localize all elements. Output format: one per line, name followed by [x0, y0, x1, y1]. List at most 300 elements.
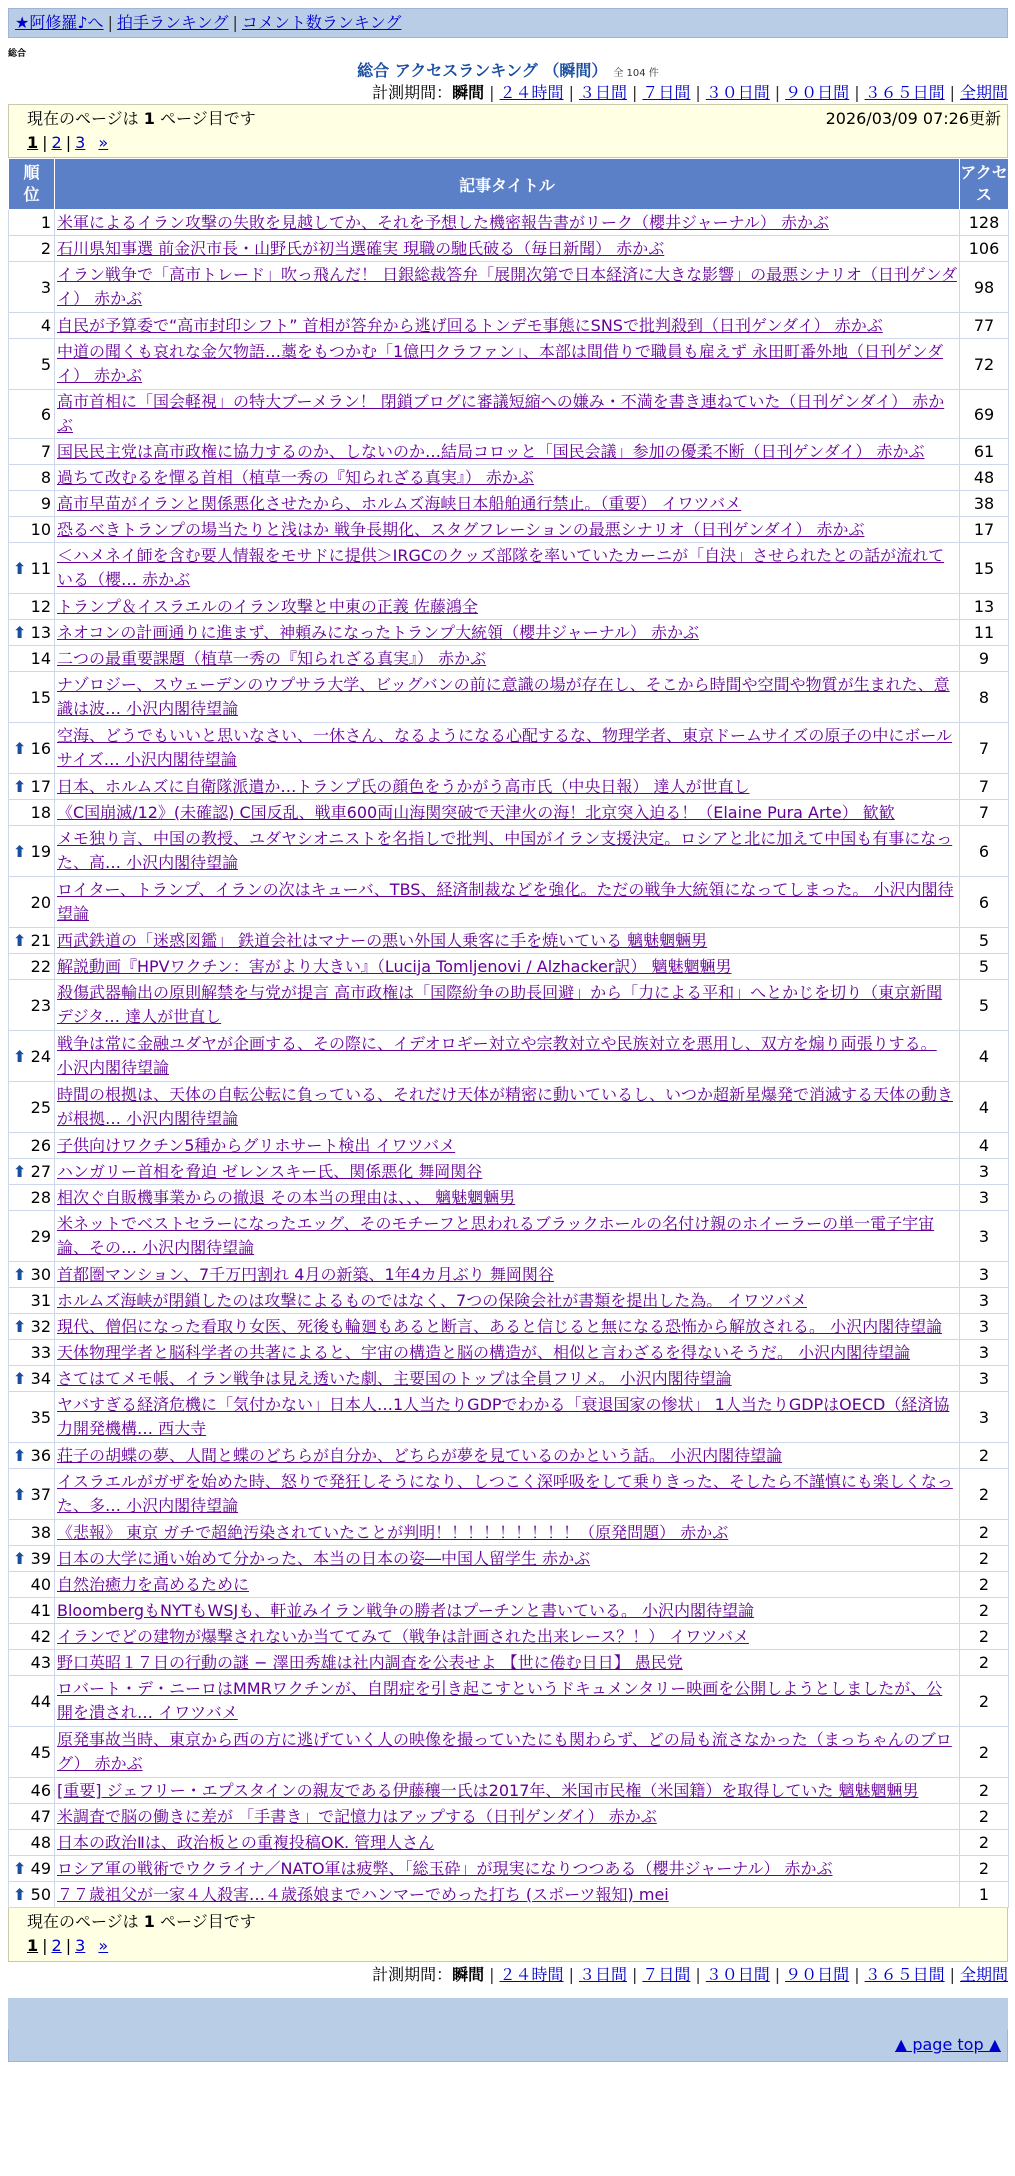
rank-number: 14	[30, 649, 51, 668]
rank-number: 34	[30, 1369, 51, 1388]
ranking-title-text: 総合 アクセスランキング （瞬間）	[357, 61, 608, 80]
pagination-page-link[interactable]: 3	[75, 133, 86, 152]
article-title-link[interactable]: 原発事故当時、東京から西の方に逃げていく人の映像を撮っていたにも関わらず、どの局も流さなかった（まっちゃんのブログ） 赤かぶ	[57, 1730, 952, 1773]
pagination-page-link[interactable]: 2	[51, 133, 62, 152]
access-count: 3	[960, 1314, 1009, 1340]
current-page-number: 1	[143, 1912, 155, 1931]
rank-number: 2	[40, 239, 51, 258]
access-count: 9	[960, 646, 1009, 672]
rank-number: 15	[30, 687, 51, 707]
rank-up-arrow-icon: ⬆	[13, 841, 27, 861]
rank-up-arrow-icon: ⬆	[13, 1162, 27, 1181]
article-title-link[interactable]: 日本の政治Ⅱは、政治板との重複投稿OK. 管理人さん	[57, 1832, 435, 1852]
article-title-link[interactable]: 《C国崩滅/12》(未確認) C国反乱、戦車600両山海関突破で天津火の海！北京突入迫る！（Elaine Pura Arte） 歓歓	[57, 802, 895, 822]
title-cell	[55, 723, 960, 774]
access-count: 7	[960, 723, 1009, 774]
rank-up-arrow-icon: ⬆	[13, 777, 27, 796]
title-cell	[55, 1546, 960, 1572]
table-row	[9, 646, 1009, 672]
article-title-link[interactable]: 高市首相に「国会軽視」の特大ブーメラン！ 閉鎖ブログに審議短縮への嫌み・不満を書き連ねていた（日刊ゲンダイ） 赤かぶ	[57, 392, 945, 435]
period-separator: |	[949, 83, 955, 102]
rank-cell	[9, 1624, 55, 1650]
rank-number: 18	[30, 803, 51, 822]
title-cell	[55, 1520, 960, 1546]
rank-up-arrow-icon: ⬆	[13, 1369, 27, 1388]
article-title-link[interactable]: 殺傷武器輸出の原則解禁を与党が提言 高市政権は「国際紛争の助長回避」から「力による平和」へとかじを切り（東京新聞デジタ… 達人が世直し	[57, 983, 943, 1026]
period-separator: |	[695, 83, 701, 102]
access-count: 72	[960, 339, 1009, 390]
article-title-link[interactable]: 子供向けワクチン5種からグリホサート検出 イワツバメ	[57, 1135, 456, 1155]
rank-number: 27	[30, 1162, 51, 1181]
current-page-prefix: 現在のページは	[27, 109, 139, 128]
article-title-link[interactable]: 首都圏マンション、7千万円割れ 4月の新築、1年4カ月ぶり 舞岡関谷	[57, 1264, 554, 1284]
article-title-link[interactable]: 解説動画『HPVワクチン：害がより大きい』（Lucija Tomljenovi / Alzhacker訳） 魑魅魍魎男	[57, 956, 732, 976]
title-cell	[55, 1133, 960, 1159]
category-label: 総合	[8, 49, 27, 59]
footer-band	[8, 1998, 1008, 2030]
title-cell	[55, 1624, 960, 1650]
rank-cell	[9, 877, 55, 928]
title-cell	[55, 928, 960, 954]
rank-cell	[9, 1443, 55, 1469]
title-cell	[55, 236, 960, 262]
pagination-top	[27, 131, 1001, 155]
rank-cell	[9, 646, 55, 672]
article-title-link[interactable]: 時間の根拠は、天体の自転公転に負っている、それだけ天体が精密に動いているし、いつか超新星爆発で消滅する天体の動きが根拠… 小沢内閣待望論	[57, 1085, 954, 1128]
rank-up-arrow-icon: ⬆	[13, 1549, 27, 1568]
pagination-page-link[interactable]: 1	[27, 1936, 39, 1955]
period-separator: |	[695, 1965, 701, 1984]
rank-cell	[9, 1288, 55, 1314]
article-title-link[interactable]: 国民民主党は高市政権に協力するのか、しないのか…結局コロッと「国民会議」参加の優柔不断（日刊ゲンダイ） 赤かぶ	[57, 441, 925, 461]
article-title-link[interactable]: 米軍によるイラン攻撃の失敗を見越してか、それを予想した機密報告書がリーク（櫻井ジャーナル） 赤かぶ	[57, 212, 829, 232]
rank-cell	[9, 1676, 55, 1727]
period-link[interactable]: ７日間	[642, 1965, 691, 1984]
access-count: 3	[960, 1211, 1009, 1262]
table-row	[9, 339, 1009, 390]
article-title-link[interactable]: 《悲報》 東京 ガチで超絶汚染されていたことが判明！！！！！！！！！（原発問題） 赤かぶ	[57, 1522, 729, 1542]
rank-number: 16	[30, 738, 51, 758]
access-count: 2	[960, 1830, 1009, 1856]
title-cell	[55, 1469, 960, 1520]
rank-cell	[9, 1133, 55, 1159]
article-title-link[interactable]: 天体物理学者と脳科学者の共著によると、宇宙の構造と脳の構造が、相似と言わざるを得ないそうだ。 小沢内閣待望論	[57, 1342, 911, 1362]
title-cell	[55, 1650, 960, 1676]
rank-number: 9	[40, 494, 51, 513]
table-row	[9, 1133, 1009, 1159]
table-row	[9, 313, 1009, 339]
title-cell	[55, 826, 960, 877]
nav-link-comment-ranking[interactable]: コメント数ランキング	[241, 13, 402, 32]
nav-link-asyura[interactable]: ★阿修羅♪へ	[15, 13, 104, 32]
rank-cell	[9, 774, 55, 800]
article-title-link[interactable]: イラン戦争で「高市トレード」吹っ飛んだ！ 日銀総裁答弁「展開次第で日本経済に大きな影響」の最悪シナリオ（日刊ゲンダイ） 赤かぶ	[57, 265, 957, 308]
table-row	[9, 1288, 1009, 1314]
rank-cell	[9, 1804, 55, 1830]
access-count: 106	[960, 236, 1009, 262]
article-title-link[interactable]: ロイター、トランプ、イランの次はキューバ、TBS、経済制裁などを強化。ただの戦争大統領になってしまった。 小沢内閣待望論	[57, 880, 954, 923]
access-count: 3	[960, 1159, 1009, 1185]
access-count: 128	[960, 210, 1009, 236]
title-cell	[55, 1262, 960, 1288]
nav-link-clap-ranking[interactable]: 拍手ランキング	[116, 13, 229, 32]
header-access: アクセス	[960, 159, 1009, 210]
title-cell	[55, 262, 960, 313]
table-row	[9, 594, 1009, 620]
title-cell	[55, 390, 960, 439]
rank-number: 45	[30, 1742, 51, 1762]
table-row	[9, 491, 1009, 517]
rank-up-arrow-icon: ⬆	[13, 1885, 27, 1904]
title-cell	[55, 1676, 960, 1727]
rank-number: 19	[30, 841, 51, 861]
article-title-link[interactable]: ロバート・デ・ニーロはMMRワクチンが、自閉症を引き起こすというドキュメンタリー映画を公開しようとしましたが、公開を潰され… イワツバメ	[57, 1679, 943, 1722]
rank-up-arrow-icon: ⬆	[13, 1046, 27, 1066]
title-cell	[55, 1598, 960, 1624]
title-cell	[55, 1443, 960, 1469]
article-title-link[interactable]: 中道の聞くも哀れな金欠物語…藁をもつかむ「1億円クラファン」、本部は間借りで職員も雇えず 永田町番外地（日刊ゲンダイ） 赤かぶ	[57, 342, 943, 385]
title-cell	[55, 1211, 960, 1262]
rank-cell	[9, 236, 55, 262]
rank-number: 42	[30, 1627, 51, 1646]
article-title-link[interactable]: ７７歳祖父が一家４人殺害…４歳孫娘までハンマーでめった打ち (スポーツ報知) mei	[57, 1884, 669, 1904]
title-cell	[55, 980, 960, 1031]
access-count: 48	[960, 465, 1009, 491]
period-link[interactable]: 全期間	[959, 83, 1008, 102]
rank-cell	[9, 439, 55, 465]
rank-number: 35	[30, 1407, 51, 1427]
table-row	[9, 1159, 1009, 1185]
period-separator: |	[631, 83, 638, 102]
access-count: 4	[960, 1031, 1009, 1082]
period-link[interactable]: ３０日間	[705, 1965, 770, 1984]
rank-number: 50	[30, 1885, 51, 1904]
title-cell	[55, 1830, 960, 1856]
access-count: 69	[960, 390, 1009, 439]
article-title-link[interactable]: [重要] ジェフリー・エプスタインの親友である伊藤穰一氏は2017年、米国市民権（米国籍）を取得していた 魑魅魍魎男	[57, 1780, 919, 1800]
article-title-link[interactable]: 二つの最重要課題（植草一秀の『知られざる真実』） 赤かぶ	[57, 648, 487, 668]
title-cell	[55, 1392, 960, 1443]
access-count: 2	[960, 1676, 1009, 1727]
rank-up-arrow-icon: ⬆	[13, 1859, 27, 1878]
period-link[interactable]: ２４時間	[499, 1965, 564, 1984]
table-row	[9, 980, 1009, 1031]
article-title-link[interactable]: 過ちて改むるを憚る首相（植草一秀の『知られざる真実』） 赤かぶ	[57, 467, 534, 487]
table-row	[9, 1778, 1009, 1804]
title-cell	[55, 210, 960, 236]
rank-cell	[9, 491, 55, 517]
article-title-link[interactable]: 米調査で脳の働きに差が 「手書き」で記憶力はアップする（日刊ゲンダイ） 赤かぶ	[57, 1806, 657, 1826]
title-cell	[55, 1804, 960, 1830]
article-title-link[interactable]: メモ独り言、中国の教授、ユダヤシオニストを名指しで批判、中国がイラン支援決定。ロシアと北に加えて中国も有事になった、高… 小沢内閣待望論	[57, 829, 953, 872]
table-row	[9, 1572, 1009, 1598]
period-separator: |	[854, 83, 860, 102]
article-title-link[interactable]: 自然治癒力を高めるために	[57, 1574, 250, 1594]
access-count: 1	[960, 1882, 1009, 1908]
article-title-link[interactable]: 戦争は常に金融ユダヤが企画する、その際に、イデオロギー対立や宗教対立や民族対立を悪用し、双方を煽り両張りする。 小沢内閣待望論	[57, 1034, 937, 1077]
rank-cell	[9, 1031, 55, 1082]
period-link[interactable]: ３日間	[578, 1965, 627, 1984]
article-title-link[interactable]: ヤバすぎる経済危機に「気付かない」日本人…1人当たりGDPでわかる「衰退国家の惨状」 1人当たりGDPはOECD（経済協力開発機構… 西大寺	[57, 1395, 950, 1438]
title-cell	[55, 517, 960, 543]
table-row	[9, 210, 1009, 236]
rank-cell	[9, 1469, 55, 1520]
access-count: 7	[960, 774, 1009, 800]
pagination-page-link[interactable]: 2	[51, 1936, 62, 1955]
period-link[interactable]: ３６５日間	[864, 1965, 945, 1984]
article-title-link[interactable]: 日本の大学に通い始めて分かった、本当の日本の姿―中国人留学生 赤かぶ	[57, 1548, 591, 1568]
page-info-box-top	[8, 104, 1008, 158]
rank-cell	[9, 465, 55, 491]
rank-number: 12	[30, 597, 51, 616]
period-separator: |	[854, 1965, 860, 1984]
table-row	[9, 826, 1009, 877]
title-cell	[55, 543, 960, 594]
rank-cell	[9, 1262, 55, 1288]
article-title-link[interactable]: ネオコンの計画通りに進まず、神頼みになったトランプ大統領（櫻井ジャーナル） 赤かぶ	[57, 622, 700, 642]
rank-number: 7	[40, 442, 51, 461]
period-link[interactable]: ７日間	[642, 83, 691, 102]
table-row	[9, 390, 1009, 439]
rank-number: 21	[30, 931, 51, 950]
access-count: 5	[960, 980, 1009, 1031]
article-title-link[interactable]: 米ネットでベストセラーになったエッグ、そのモチーフと思われるブラックホールの名付け親のホイーラーの単一電子宇宙論、その… 小沢内閣待望論	[57, 1214, 935, 1257]
table-row	[9, 517, 1009, 543]
access-count: 6	[960, 877, 1009, 928]
article-title-link[interactable]: 相次ぐ自販機事業からの撤退 その本当の理由は、、、 魑魅魍魎男	[57, 1187, 516, 1207]
table-row	[9, 1624, 1009, 1650]
table-row	[9, 723, 1009, 774]
pagination-next-link[interactable]: »	[98, 1936, 109, 1955]
table-row	[9, 1882, 1009, 1908]
article-title-link[interactable]: 自民が予算委で“高市封印シフト” 首相が答弁から逃げ回るトンデモ事態にSNSで批判殺到（日刊ゲンダイ） 赤かぶ	[57, 315, 883, 335]
period-link[interactable]: ３０日間	[705, 83, 770, 102]
table-row	[9, 262, 1009, 313]
rank-number: 38	[30, 1523, 51, 1542]
article-title-link[interactable]: 現代、僧侶になった看取り女医、死後も輪廻もあると断言、あると信じると無になる恐怖から解放される。 小沢内閣待望論	[57, 1316, 943, 1336]
table-row	[9, 1727, 1009, 1778]
rank-cell	[9, 1546, 55, 1572]
title-cell	[55, 1340, 960, 1366]
rank-cell	[9, 594, 55, 620]
table-row	[9, 1830, 1009, 1856]
rank-number: 32	[30, 1317, 51, 1336]
access-count: 98	[960, 262, 1009, 313]
ranking-count: 全 104 件	[613, 68, 659, 79]
article-title-link[interactable]: 日本、ホルムズに自衛隊派遣か…トランプ氏の顔色をうかがう高市氏（中央日報） 達人が世直し	[57, 776, 750, 796]
rank-number: 28	[30, 1188, 51, 1207]
period-link[interactable]: ３日間	[578, 83, 627, 102]
title-cell	[55, 1366, 960, 1392]
rank-up-arrow-icon: ⬆	[13, 1265, 27, 1284]
article-title-link[interactable]: BloombergもNYTもWSJも、軒並みイラン戦争の勝者はプーチンと書いている。 小沢内閣待望論	[57, 1600, 755, 1620]
article-title-link[interactable]: 空海、どうでもいいと思いなさい、一休さん、なるようになる心配するな、物理学者、東京ドームサイズの原子の中にボールサイズ… 小沢内閣待望論	[57, 726, 953, 769]
article-title-link[interactable]: ナゾロジー、スウェーデンのウプサラ大学、ビッグバンの前に意識の場が存在し、そこから時間や空間や物質が生まれた、意識は波… 小沢内閣待望論	[57, 675, 950, 718]
table-row	[9, 1598, 1009, 1624]
footer-bar	[8, 2030, 1008, 2062]
title-cell	[55, 672, 960, 723]
rank-number: 48	[30, 1833, 51, 1852]
pagination-separator: |	[42, 1936, 48, 1955]
access-count: 3	[960, 1366, 1009, 1392]
table-row	[9, 1804, 1009, 1830]
period-separator: |	[568, 83, 574, 102]
table-row	[9, 1443, 1009, 1469]
pagination-separator	[89, 1936, 94, 1955]
period-prefix: 計測期間：	[372, 1965, 453, 1984]
access-count: 2	[960, 1598, 1009, 1624]
title-cell	[55, 339, 960, 390]
rank-cell	[9, 1572, 55, 1598]
rank-number: 1	[40, 213, 51, 232]
article-title-link[interactable]: トランプ＆イスラエルのイラン攻撃と中東の正義 佐藤鴻全	[57, 596, 478, 616]
table-row	[9, 774, 1009, 800]
rank-up-arrow-icon: ⬆	[13, 931, 27, 950]
rank-cell	[9, 672, 55, 723]
rank-number: 10	[30, 520, 51, 539]
nav-separator: |	[107, 13, 113, 32]
title-cell	[55, 465, 960, 491]
table-row	[9, 543, 1009, 594]
access-count: 6	[960, 826, 1009, 877]
article-title-link[interactable]: 野口英昭１７日の行動の謎 − 澤田秀雄は社内調査を公表せよ 【世に倦む日日】 愚民党	[57, 1652, 683, 1672]
rank-up-arrow-icon: ⬆	[13, 1446, 27, 1465]
rank-number: 47	[30, 1807, 51, 1826]
title-cell	[55, 646, 960, 672]
access-count: 2	[960, 1572, 1009, 1598]
table-row	[9, 1676, 1009, 1727]
access-count: 3	[960, 1340, 1009, 1366]
rank-number: 6	[40, 404, 51, 424]
pagination-bottom	[27, 1934, 1001, 1958]
title-cell	[55, 877, 960, 928]
pagination-page-link[interactable]: 3	[75, 1936, 86, 1955]
table-row	[9, 672, 1009, 723]
period-separator: |	[489, 1965, 495, 1984]
article-title-link[interactable]: イスラエルがガザを始めた時、怒りで発狂しそうになり、しつこく深呼吸をして乗りきった、そしたら不謹慎にも楽しくなった、多… 小沢内閣待望論	[57, 1472, 953, 1515]
header-title: 記事タイトル	[55, 159, 960, 210]
rank-number: 8	[40, 468, 51, 487]
access-count: 4	[960, 1082, 1009, 1133]
rank-cell	[9, 210, 55, 236]
table-row	[9, 1211, 1009, 1262]
access-count: 11	[960, 620, 1009, 646]
period-prefix: 計測期間：	[372, 83, 453, 102]
period-link[interactable]: ９０日間	[785, 83, 850, 102]
rank-number: 36	[30, 1446, 51, 1465]
rank-number: 43	[30, 1653, 51, 1672]
period-separator: |	[631, 1965, 638, 1984]
title-cell	[55, 1185, 960, 1211]
access-count: 2	[960, 1469, 1009, 1520]
rank-number: 29	[30, 1226, 51, 1246]
period-link[interactable]: 全期間	[959, 1965, 1008, 1984]
access-count: 2	[960, 1856, 1009, 1882]
page-info-box-bottom	[8, 1908, 1008, 1962]
table-row	[9, 1469, 1009, 1520]
table-row	[9, 800, 1009, 826]
period-current: 瞬間	[452, 83, 485, 102]
pagination-next-link[interactable]: »	[98, 133, 109, 152]
pagination-page-link[interactable]: 1	[27, 133, 39, 152]
period-link[interactable]: ３６５日間	[864, 83, 945, 102]
current-page-suffix: ページ目です	[160, 109, 256, 128]
table-row	[9, 1314, 1009, 1340]
rank-cell	[9, 1830, 55, 1856]
rank-number: 3	[40, 277, 51, 297]
article-title-link[interactable]: 恐るべきトランプの場当たりと浅はか 戦争長期化、スタグフレーションの最悪シナリオ（日刊ゲンダイ） 赤かぶ	[57, 519, 865, 539]
rank-number: 4	[40, 316, 51, 335]
access-count: 3	[960, 1392, 1009, 1443]
access-count: 3	[960, 1262, 1009, 1288]
table-row	[9, 1392, 1009, 1443]
article-title-link[interactable]: 荘子の胡蝶の夢、人間と蝶のどちらが自分か、どちらが夢を見ているのかという話。 小沢内閣待望論	[57, 1445, 783, 1465]
rank-cell	[9, 1314, 55, 1340]
article-title-link[interactable]: イランでどの建物が爆撃されないか当ててみて（戦争は計画された出来レース？！） イワツバメ	[57, 1626, 749, 1646]
rank-cell	[9, 517, 55, 543]
rank-cell	[9, 723, 55, 774]
table-row	[9, 1366, 1009, 1392]
ranking-table-body	[9, 210, 1009, 1908]
rank-number: 25	[30, 1097, 51, 1117]
article-title-link[interactable]: 西武鉄道の「迷惑図鑑」 鉄道会社はマナーの悪い外国人乗客に手を焼いている 魑魅魍魎男	[57, 930, 708, 950]
title-cell	[55, 1727, 960, 1778]
access-count: 61	[960, 439, 1009, 465]
rank-cell	[9, 954, 55, 980]
access-count: 8	[960, 672, 1009, 723]
rank-number: 26	[30, 1136, 51, 1155]
rank-cell	[9, 1882, 55, 1908]
rank-number: 5	[40, 354, 51, 374]
rank-number: 40	[30, 1575, 51, 1594]
nav-separator: |	[232, 13, 238, 32]
article-title-link[interactable]: 石川県知事選 前金沢市長・山野氏が初当選確実 現職の馳氏破る（毎日新聞） 赤かぶ	[57, 238, 665, 258]
period-selector-bottom	[8, 1964, 1008, 1986]
access-count: 4	[960, 1133, 1009, 1159]
top-navigation-bar	[8, 8, 1008, 38]
rank-number: 17	[30, 777, 51, 796]
table-row	[9, 236, 1009, 262]
rank-number: 33	[30, 1343, 51, 1362]
period-link[interactable]: ２４時間	[499, 83, 564, 102]
article-title-link[interactable]: ロシア軍の戦術でウクライナ／NATO軍は疲弊、「総玉砕」が現実になりつつある（櫻井ジャーナル） 赤かぶ	[57, 1858, 833, 1878]
title-cell	[55, 1882, 960, 1908]
article-title-link[interactable]: さてはてメモ帳、イラン戦争は見え透いた劇、主要国のトップは全員フリメ。 小沢内閣待望論	[57, 1368, 732, 1388]
title-cell	[55, 1288, 960, 1314]
page-top-link[interactable]: ▲ page top ▲	[894, 2035, 1001, 2054]
title-cell	[55, 620, 960, 646]
rank-number: 23	[30, 995, 51, 1015]
article-title-link[interactable]: ハンガリー首相を脅迫 ゼレンスキー氏、関係悪化 舞岡関谷	[57, 1161, 483, 1181]
rank-number: 31	[30, 1291, 51, 1310]
title-cell	[55, 1856, 960, 1882]
title-cell	[55, 1082, 960, 1133]
article-title-link[interactable]: 高市早苗がイランと関係悪化させたから、ホルムズ海峡日本船舶通行禁止。（重要） イワツバメ	[57, 493, 742, 513]
period-separator: |	[568, 1965, 574, 1984]
table-row	[9, 1340, 1009, 1366]
period-link[interactable]: ９０日間	[785, 1965, 850, 1984]
rank-number: 44	[30, 1691, 51, 1711]
current-page-prefix: 現在のページは	[27, 1912, 139, 1931]
period-separator: |	[489, 83, 495, 102]
rank-cell	[9, 620, 55, 646]
article-title-link[interactable]: ホルムズ海峡が閉鎖したのは攻撃によるものではなく、7つの保険会社が書類を提出した為。 イワツバメ	[57, 1290, 807, 1310]
pagination-separator: |	[42, 133, 48, 152]
title-cell	[55, 313, 960, 339]
article-title-link[interactable]: ＜ハメネイ師を含む要人情報をモサドに提供＞IRGCのクッズ部隊を率いていたカーニが「自決」させられたとの話が流れている（櫻… 赤かぶ	[57, 546, 945, 589]
rank-cell	[9, 1082, 55, 1133]
rank-cell	[9, 543, 55, 594]
